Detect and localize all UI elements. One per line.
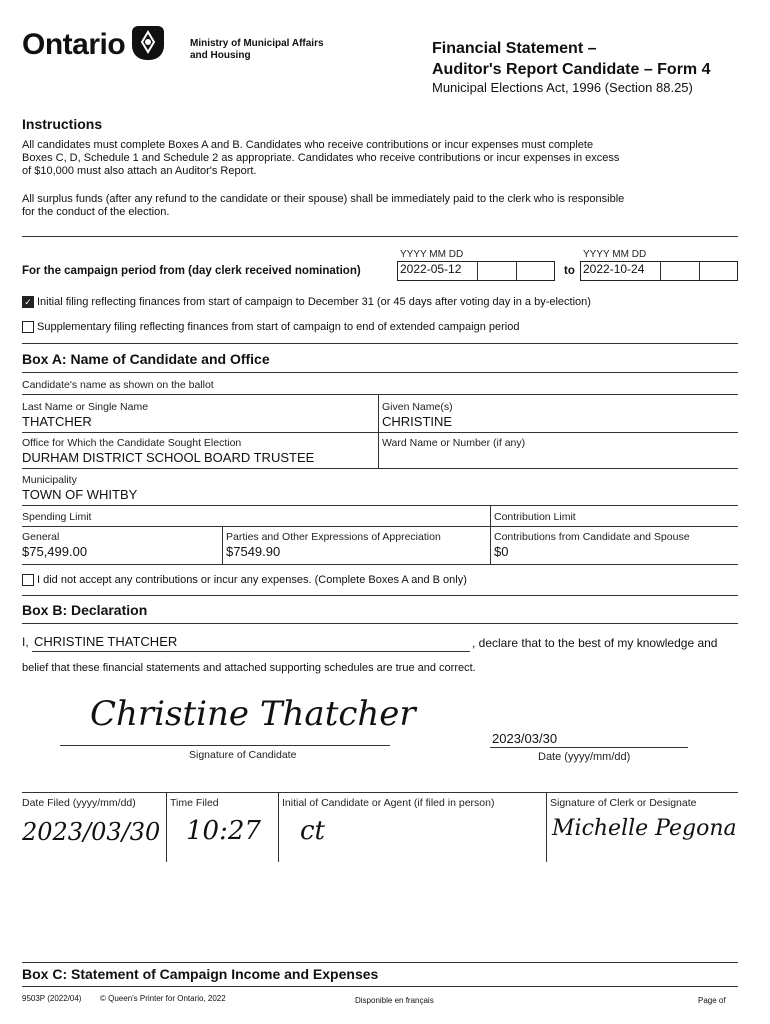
copyright: © Queen's Printer for Ontario, 2022 xyxy=(100,994,226,1003)
declaration-text: , declare that to the best of my knowledge and xyxy=(472,636,718,650)
clerk-signature: Michelle Pegona xyxy=(552,816,737,841)
time-filed-label: Time Filed xyxy=(170,797,219,809)
date-filed-handwritten: 2023/03/30 xyxy=(22,818,161,846)
instr-line: for the conduct of the election. xyxy=(22,206,170,218)
initial-filing-checkbox[interactable]: ✓ xyxy=(22,296,34,308)
ministry-line-2: and Housing xyxy=(190,50,251,61)
parties-label: Parties and Other Expressions of Appreciation xyxy=(226,531,441,543)
column-divider xyxy=(490,506,491,564)
municipality-value[interactable]: TOWN OF WHITBY xyxy=(22,487,138,502)
to-label: to xyxy=(564,265,575,277)
instr-line: Boxes C, D, Schedule 1 and Schedule 2 as appropriate. Candidates who receive contributions or incur expenses in excess xyxy=(22,152,620,164)
form-subtitle: Municipal Elections Act, 1996 (Section 88.25) xyxy=(432,80,693,95)
period-from-value: 2022-05-12 xyxy=(400,262,462,276)
form-title-line-2: Auditor's Report Candidate – Form 4 xyxy=(432,61,711,78)
period-from-field[interactable] xyxy=(397,261,555,281)
field-divider xyxy=(477,262,478,280)
date-filed-label: Date Filed (yyyy/mm/dd) xyxy=(22,797,136,809)
general-value[interactable]: $75,499.00 xyxy=(22,544,88,559)
divider xyxy=(22,372,738,373)
municipality-label: Municipality xyxy=(22,474,77,486)
form-code: 9503P (2022/04) xyxy=(22,994,82,1003)
to-date-format: YYYY MM DD xyxy=(583,249,647,260)
parties-value[interactable]: $7549.90 xyxy=(226,544,281,559)
initial-handwritten: ct xyxy=(300,816,326,846)
date-line xyxy=(490,747,688,748)
last-name-label: Last Name or Single Name xyxy=(22,401,149,413)
trillium-logo-icon xyxy=(132,26,164,60)
given-name-value[interactable]: CHRISTINE xyxy=(382,414,453,429)
ministry-line-1: Ministry of Municipal Affairs xyxy=(190,38,324,49)
contributions-candidate-label: Contributions from Candidate and Spouse xyxy=(494,531,690,543)
divider xyxy=(22,962,738,963)
candidate-name-note: Candidate's name as shown on the ballot xyxy=(22,379,214,391)
signature-line xyxy=(60,745,390,746)
column-divider xyxy=(546,792,547,862)
divider xyxy=(22,986,738,987)
no-contributions-checkbox[interactable] xyxy=(22,574,34,586)
instr-line: All surplus funds (after any refund to the candidate or their spouse) shall be immediately paid to the clerk who is responsible xyxy=(22,193,625,205)
signature-label: Signature of Candidate xyxy=(189,749,297,761)
divider xyxy=(490,526,738,527)
column-divider xyxy=(278,792,279,862)
divider xyxy=(22,792,738,793)
supplementary-filing-label: Supplementary filing reflecting finances from start of campaign to end of extended campaign period xyxy=(37,321,520,333)
column-divider xyxy=(166,792,167,862)
last-name-value[interactable]: THATCHER xyxy=(22,414,92,429)
name-underline xyxy=(32,651,470,652)
initial-label: Initial of Candidate or Agent (if filed in person) xyxy=(282,797,495,809)
divider xyxy=(22,595,738,596)
declaration-date[interactable]: 2023/03/30 xyxy=(492,731,558,746)
declaration-belief: belief that these financial statements and attached supporting schedules are true and correct. xyxy=(22,662,476,674)
divider xyxy=(22,343,738,344)
given-name-label: Given Name(s) xyxy=(382,401,453,413)
campaign-period-label: For the campaign period from (day clerk received nomination) xyxy=(22,265,361,277)
box-c-heading: Box C: Statement of Campaign Income and Expenses xyxy=(22,966,379,982)
general-label: General xyxy=(22,531,60,543)
divider xyxy=(22,432,738,433)
instructions-paragraph-1 xyxy=(22,139,619,178)
from-date-format: YYYY MM DD xyxy=(400,249,464,260)
candidate-signature: Christine Thatcher xyxy=(90,694,416,734)
ontario-wordmark: Ontario xyxy=(22,28,126,61)
divider xyxy=(22,623,738,624)
divider xyxy=(22,564,738,565)
period-to-value: 2022-10-24 xyxy=(583,262,645,276)
divider xyxy=(22,236,738,237)
field-divider xyxy=(660,262,661,280)
divider xyxy=(22,394,738,395)
ministry-name xyxy=(190,38,324,62)
supplementary-filing-checkbox[interactable] xyxy=(22,321,34,333)
instr-line: of $10,000 must also attach an Auditor's Report. xyxy=(22,165,257,177)
form-title-line-1: Financial Statement – xyxy=(432,40,597,57)
contributions-value[interactable]: $0 xyxy=(494,544,509,559)
instructions-heading: Instructions xyxy=(22,116,103,132)
office-label: Office for Which the Candidate Sought Election xyxy=(22,437,242,449)
page-number: Page of xyxy=(698,996,726,1005)
no-contributions-label: I did not accept any contributions or incur any expenses. (Complete Boxes A and B only) xyxy=(37,574,467,586)
form-title xyxy=(432,38,711,80)
office-value[interactable]: DURHAM DISTRICT SCHOOL BOARD TRUSTEE xyxy=(22,450,315,465)
declaration-i: I, xyxy=(22,635,29,649)
clerk-signature-label: Signature of Clerk or Designate xyxy=(550,797,697,809)
divider xyxy=(22,526,490,527)
divider xyxy=(22,468,738,469)
instr-line: All candidates must complete Boxes A and B. Candidates who receive contributions or incur expenses must complete xyxy=(22,139,594,151)
column-divider xyxy=(222,527,223,564)
spending-limit-label: Spending Limit xyxy=(22,511,92,523)
date-label: Date (yyyy/mm/dd) xyxy=(538,751,631,763)
divider xyxy=(22,505,738,506)
declarant-name[interactable]: CHRISTINE THATCHER xyxy=(34,634,178,649)
period-to-field[interactable] xyxy=(580,261,738,281)
ward-label: Ward Name or Number (if any) xyxy=(382,437,526,449)
box-a-heading: Box A: Name of Candidate and Office xyxy=(22,351,270,367)
field-divider xyxy=(516,262,517,280)
french-available: Disponible en français xyxy=(355,996,434,1005)
instructions-paragraph-2 xyxy=(22,193,624,219)
time-filed-handwritten: 10:27 xyxy=(186,816,261,846)
initial-filing-label: Initial filing reflecting finances from start of campaign to December 31 (or 45 days after voting day in a by-election) xyxy=(37,296,591,308)
box-b-heading: Box B: Declaration xyxy=(22,602,148,618)
contribution-limit-label: Contribution Limit xyxy=(494,511,576,523)
field-divider xyxy=(699,262,700,280)
